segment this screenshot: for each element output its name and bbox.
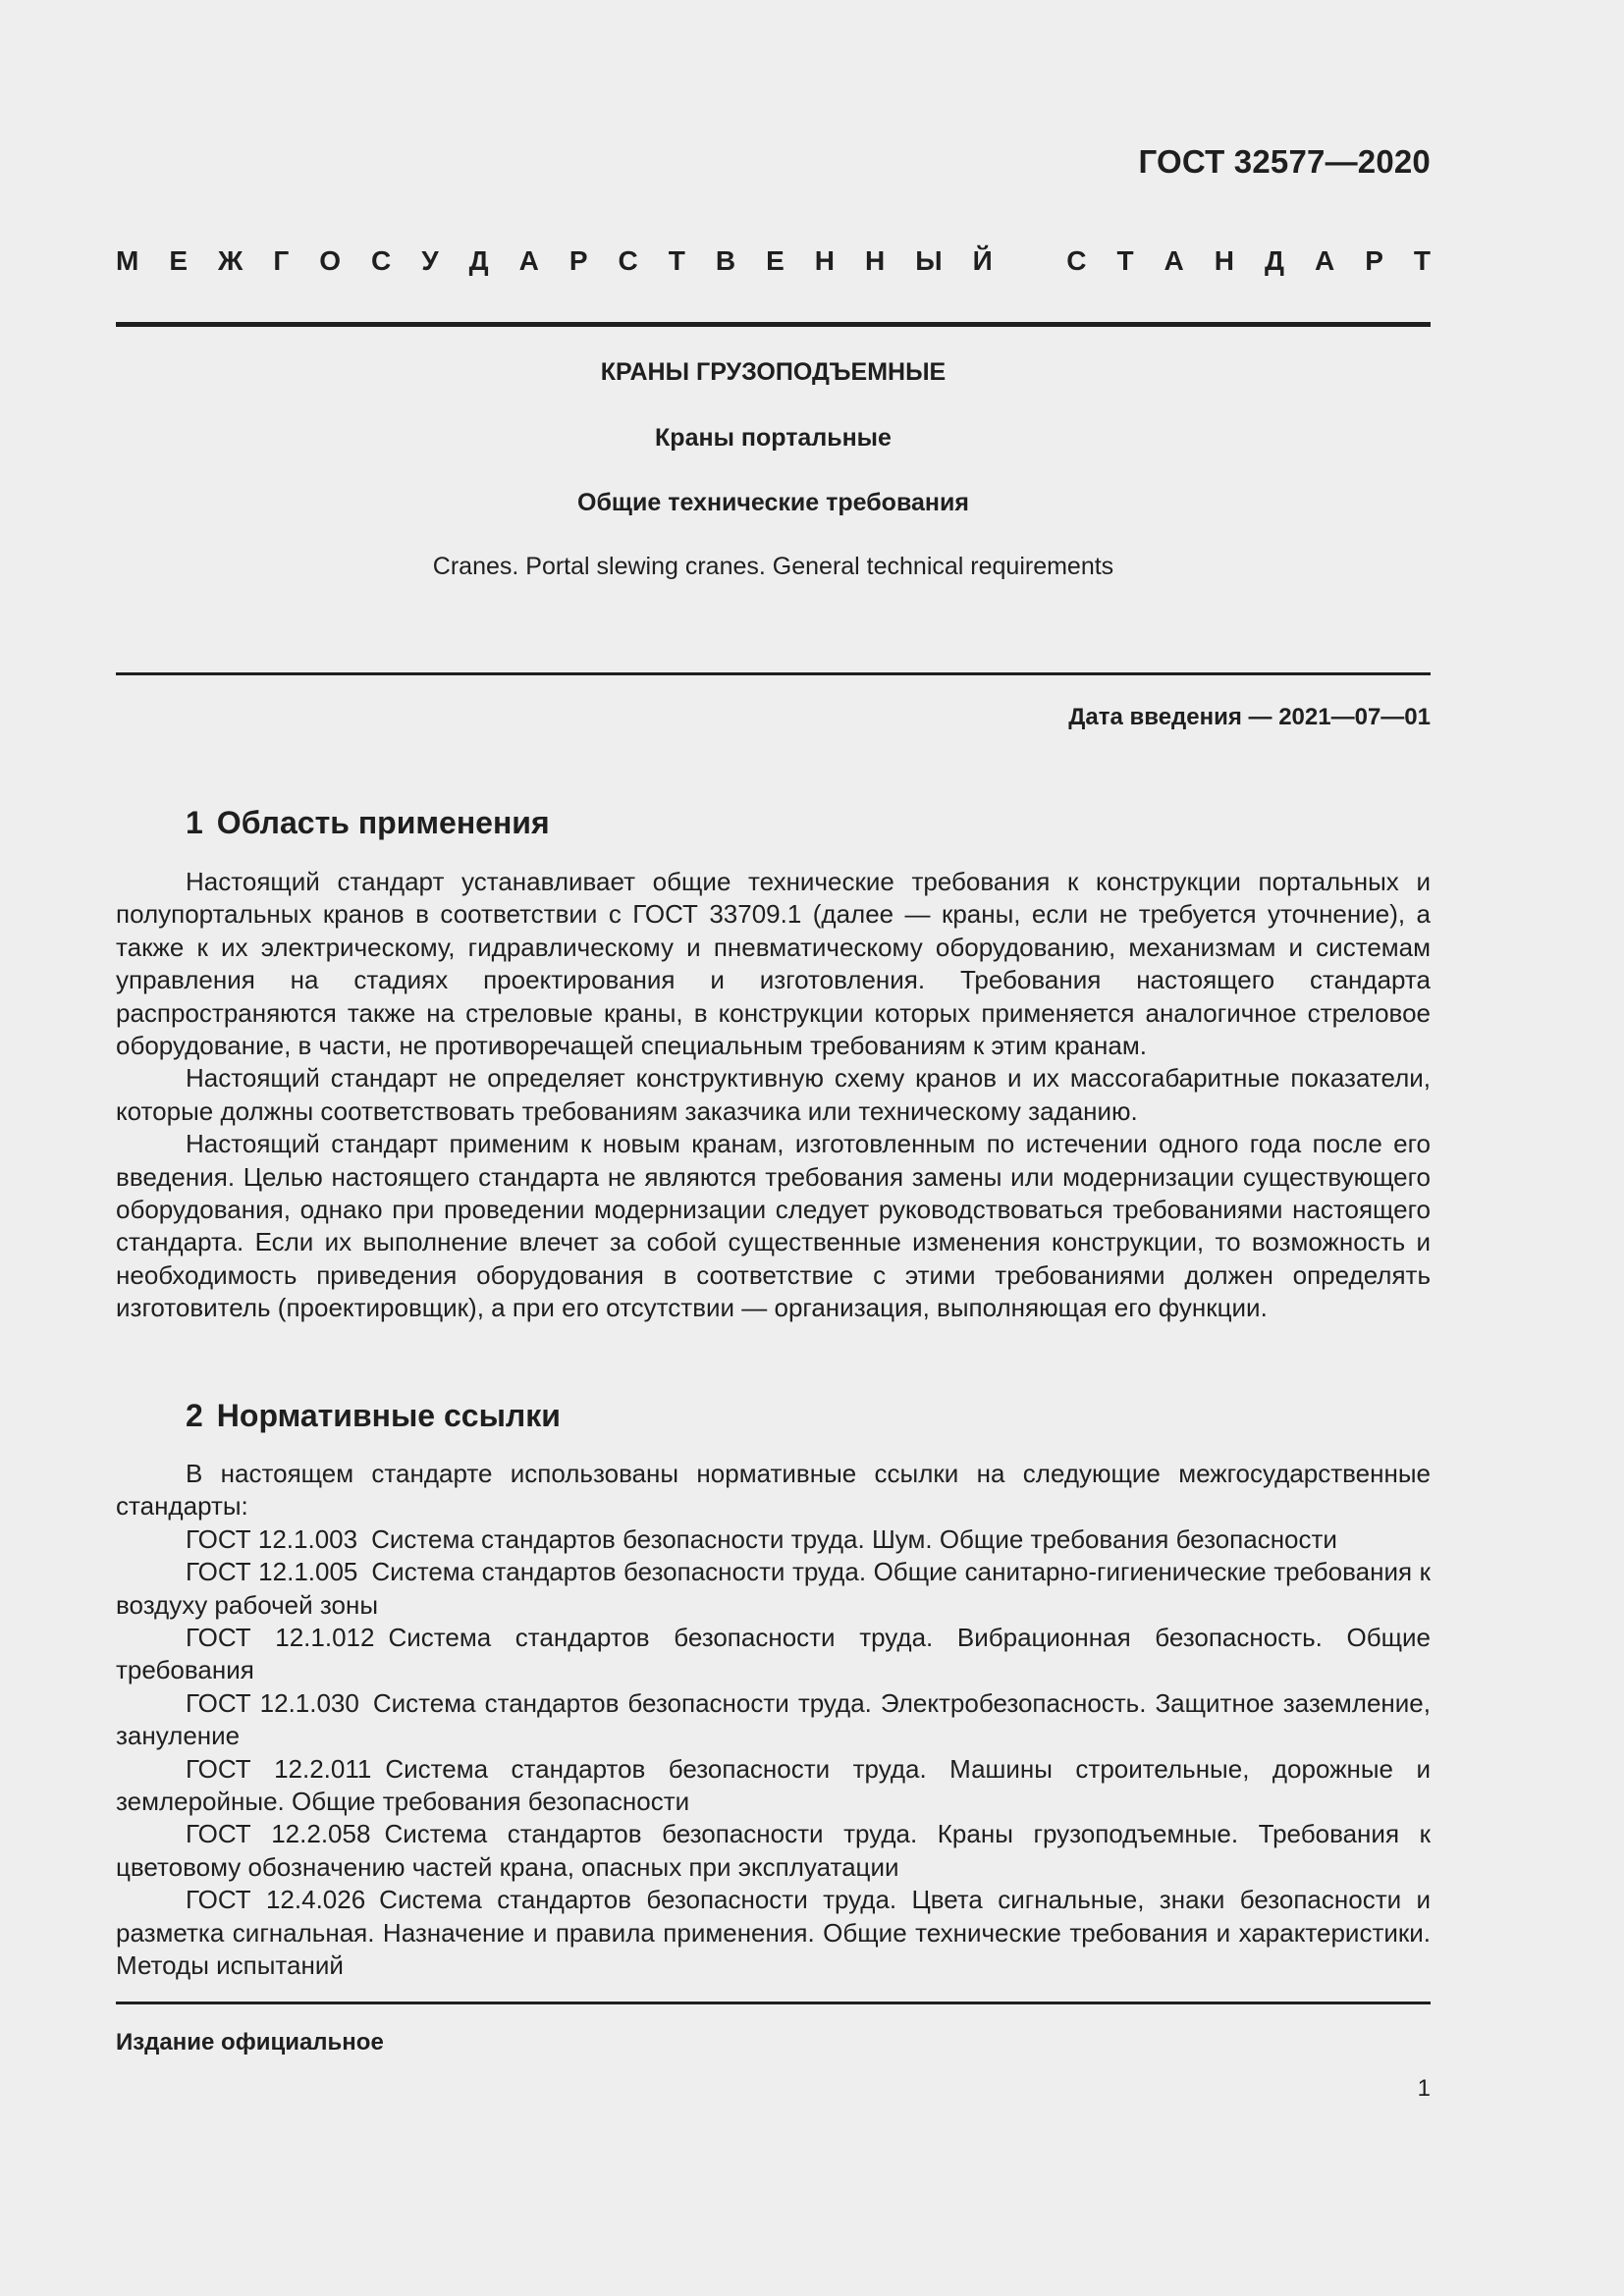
interstate-word-1	[116, 245, 993, 277]
section-1-title: Область применения	[216, 805, 550, 840]
section-1-heading	[186, 805, 550, 841]
section-2-heading	[186, 1398, 561, 1434]
reference-text: Система стандартов безопасности труда. Цвета сигнальные, знаки безопасности и разметка сигнальная. Назначение и правила применения. Общие технические требования и характеристики. Методы испытаний	[116, 1885, 1431, 1981]
title-line-2: Краны портальные	[655, 424, 892, 452]
page-number: 1	[1417, 2075, 1431, 2102]
reference-item	[116, 1556, 1431, 1622]
reference-code: ГОСТ 12.1.005	[186, 1557, 358, 1587]
document-code: ГОСТ 32577—2020	[1138, 143, 1431, 180]
title-letter: А	[518, 245, 539, 276]
interstate-word-2	[1066, 245, 1431, 277]
reference-code: ГОСТ 12.1.003	[186, 1523, 358, 1554]
title-letter: О	[319, 245, 341, 276]
title-letter: Р	[568, 245, 588, 276]
english-title: Cranes. Portal slewing cranes. General technical requirements	[432, 553, 1114, 580]
title-letter: Е	[169, 245, 189, 276]
reference-text: Система стандартов безопасности труда. Краны грузоподъемные. Требования к цветовому обозначению частей крана, опасных при эксплуатации	[116, 1819, 1431, 1882]
title-letter: С	[618, 245, 638, 276]
reference-item	[116, 1687, 1431, 1753]
reference-text: Система стандартов безопасности труда. Шум. Общие требования безопасности	[371, 1523, 1337, 1554]
title-letter: А	[1164, 245, 1184, 276]
reference-item	[116, 1753, 1431, 1819]
reference-text: Система стандартов безопасности труда. Электробезопасность. Защитное заземление, зануление	[116, 1687, 1431, 1751]
reference-code: ГОСТ 12.1.030	[186, 1687, 359, 1718]
title-letter: С	[370, 245, 392, 276]
title-letter: Н	[1214, 245, 1235, 276]
bottom-rule	[116, 2002, 1431, 2004]
reference-text: Система стандартов безопасности труда. Вибрационная безопасность. Общие требования	[116, 1623, 1431, 1685]
title-letter: Т	[1413, 245, 1431, 276]
section-1-paragraph: Настоящий стандарт устанавливает общие технические требования к конструкции портальных и полупортальных кранов в соответствии с ГОСТ 33709.1 (далее — краны, если не требуется уточнение), а также к их электрическому, гидравлическому и пневматическому оборудованию, механизмам и системам управления на стадиях проектирования и изготовления. Требования настоящего стандарта распространяются также на стреловые краны, в конструкции которых применяется аналогичное стреловое оборудование, в части, не противоречащей специальным требованиям к этим кранам.	[116, 867, 1431, 1061]
reference-item	[116, 1818, 1431, 1884]
title-letter: Д	[468, 245, 489, 276]
title-letter: Н	[865, 245, 886, 276]
reference-item	[116, 1622, 1431, 1687]
section-1-paragraph: Настоящий стандарт применим к новым кранам, изготовленным по истечении одного года после его введения. Целью настоящего стандарта не являются требования замены или модернизации существующего оборудования, однако при проведении модернизации следует руководствоваться требованиями настоящего стандарта. Если их выполнение влечет за собой существенные изменения конструкции, то возможность и необходимость приведения оборудования в соответствие с этими требованиями должен определять изготовитель (проектировщик), а при его отсутствии — организация, выполняющая его функции.	[116, 1129, 1431, 1323]
title-letter: Р	[1365, 245, 1383, 276]
reference-code: ГОСТ 12.4.026	[186, 1885, 366, 1915]
title-letter: Т	[668, 245, 685, 276]
official-edition-label: Издание официальное	[116, 2029, 384, 2056]
reference-code: ГОСТ 12.2.011	[186, 1753, 372, 1784]
title-letter: У	[421, 245, 439, 276]
interstate-standard-title	[116, 245, 1431, 277]
title-letter: Г	[273, 245, 290, 276]
title-line-3: Общие технические требования	[577, 489, 969, 516]
title-letter: С	[1066, 245, 1087, 276]
title-letter: М	[116, 245, 139, 276]
title-line-1: КРАНЫ ГРУЗОПОДЪЕМНЫЕ	[600, 358, 947, 386]
reference-item	[116, 1884, 1431, 1982]
section-1-number: 1	[186, 805, 203, 840]
title-letter: Й	[972, 245, 993, 276]
section-2-body	[116, 1458, 1431, 1983]
title-letter: Т	[1116, 245, 1134, 276]
introduction-date: Дата введения — 2021—07—01	[1068, 704, 1431, 730]
reference-text: Система стандартов безопасности труда. Машины строительные, дорожные и землеройные. Общие требования безопасности	[116, 1753, 1431, 1817]
title-letter: Е	[766, 245, 785, 276]
reference-code: ГОСТ 12.1.012	[186, 1623, 375, 1653]
middle-rule	[116, 672, 1431, 675]
title-letter: Ы	[915, 245, 943, 276]
title-letter: Н	[814, 245, 836, 276]
top-rule	[116, 322, 1431, 327]
title-letter: А	[1314, 245, 1335, 276]
section-2-number: 2	[186, 1398, 203, 1433]
section-2-title: Нормативные ссылки	[216, 1398, 561, 1433]
title-letter: Ж	[218, 245, 244, 276]
reference-item	[116, 1523, 1431, 1556]
reference-code: ГОСТ 12.2.058	[186, 1819, 371, 1849]
title-letter: В	[715, 245, 736, 276]
section-2-intro: В настоящем стандарте использованы нормативные ссылки на следующие межгосударственные стандарты:	[116, 1459, 1431, 1522]
section-1-paragraph: Настоящий стандарт не определяет конструктивную схему кранов и их массогабаритные показатели, которые должны соответствовать требованиям заказчика или техническому заданию.	[116, 1063, 1431, 1126]
title-letter: Д	[1265, 245, 1284, 276]
section-1-body	[116, 866, 1431, 1325]
reference-text: Система стандартов безопасности труда. Общие санитарно-гигиенические требования к воздуху рабочей зоны	[116, 1557, 1431, 1620]
